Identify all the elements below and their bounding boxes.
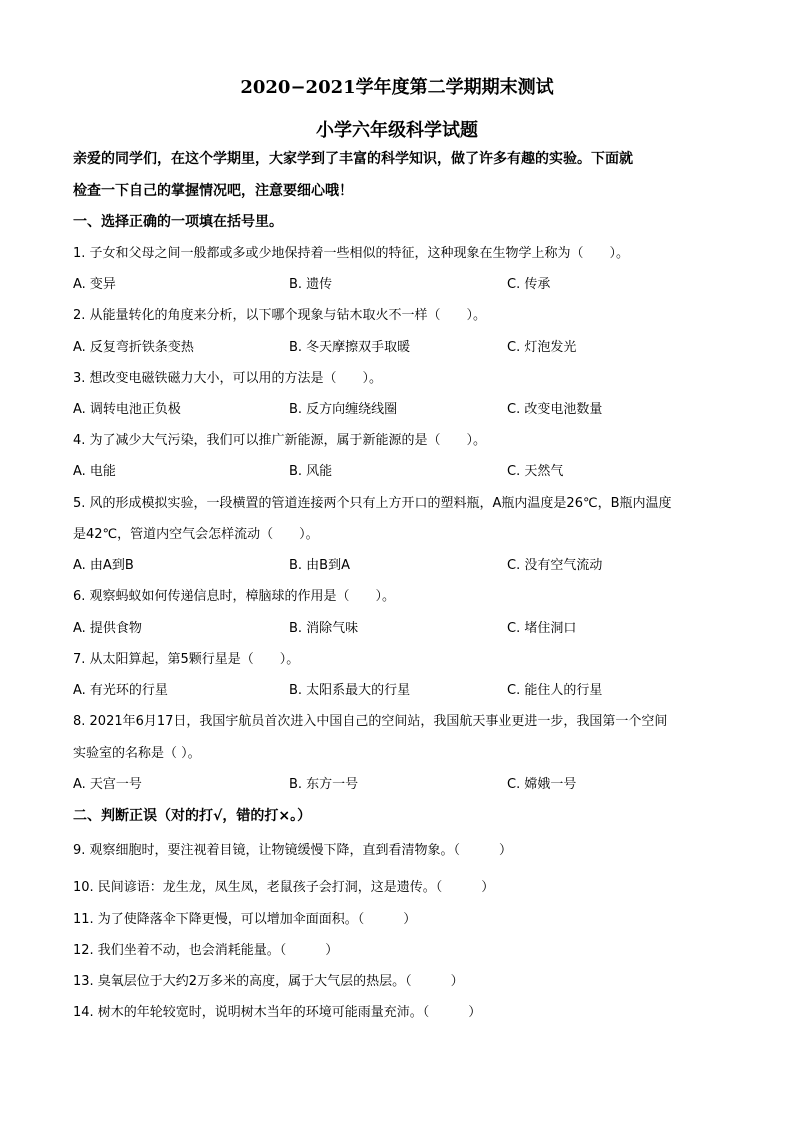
intro-line-2: 检查一下自己的掌握情况吧，注意要细心哦！ <box>73 183 353 199</box>
question-3-option-a: A. 调转电池正负极 <box>73 402 181 417</box>
question-1-option-a: A. 变异 <box>73 277 116 292</box>
section-1-heading: 一、选择正确的一项填在括号里。 <box>73 214 283 230</box>
question-2-option-b: B. 冬天摩擦双手取暖 <box>289 340 411 355</box>
question-7: 7. 从太阳算起，第5颗行星是（ ）。 <box>73 652 300 667</box>
intro-line-1: 亲爱的同学们，在这个学期里，大家学到了丰富的科学知识，做了许多有趣的实验。下面就 <box>73 151 633 167</box>
judgement-9: 9. 观察细胞时，要注视着目镜，让物镜缓慢下降，直到看清物象。（ ） <box>73 843 513 858</box>
question-2-option-c: C. 灯泡发光 <box>507 340 577 355</box>
question-3-option-c: C. 改变电池数量 <box>507 402 603 417</box>
question-8-option-c: C. 嫦娥一号 <box>507 777 577 792</box>
judgement-10: 10. 民间谚语：龙生龙，凤生凤，老鼠孩子会打洞，这是遗传。（ ） <box>73 880 495 895</box>
question-1-option-b: B. 遗传 <box>289 277 333 292</box>
judgement-12: 12. 我们坐着不动，也会消耗能量。（ ） <box>73 943 339 958</box>
question-6-option-b: B. 消除气味 <box>289 621 359 636</box>
page-subtitle: 小学六年级科学试题 <box>316 120 478 141</box>
question-1-option-c: C. 传承 <box>507 277 551 292</box>
question-5: 5. 风的形成模拟实验，一段横置的管道连接两个只有上方开口的塑料瓶，A瓶内温度是26℃，B瓶内温度 <box>73 496 672 511</box>
judgement-14: 14. 树木的年轮较宽时，说明树木当年的环境可能雨量充沛。（ ） <box>73 1005 482 1020</box>
question-6-option-c: C. 堵住洞口 <box>507 621 577 636</box>
question-8-option-b: B. 东方一号 <box>289 777 359 792</box>
question-7-option-a: A. 有光环的行星 <box>73 683 168 698</box>
question-3-option-b: B. 反方向缠绕线圈 <box>289 402 398 417</box>
judgement-13: 13. 臭氧层位于大约2万多米的高度，属于大气层的热层。（ ） <box>73 974 464 989</box>
question-2: 2. 从能量转化的角度来分析，以下哪个现象与钻木取火不一样（ ）。 <box>73 308 487 323</box>
question-5-option-c: C. 没有空气流动 <box>507 558 603 573</box>
question-6: 6. 观察蚂蚁如何传递信息时，樟脑球的作用是（ ）。 <box>73 589 396 604</box>
question-7-option-c: C. 能住人的行星 <box>507 683 603 698</box>
question-8: 8. 2021年6月17日，我国宇航员首次进入中国自己的空间站，我国航天事业更进一步，我国第一个空间 <box>73 714 668 729</box>
question-7-option-b: B. 太阳系最大的行星 <box>289 683 411 698</box>
question-8-option-a: A. 天宫一号 <box>73 777 142 792</box>
question-3: 3. 想改变电磁铁磁力大小，可以用的方法是（ ）。 <box>73 371 383 386</box>
question-5-continued: 是42℃，管道内空气会怎样流动（ ）。 <box>73 527 319 542</box>
question-4-option-a: A. 电能 <box>73 464 116 479</box>
question-4: 4. 为了减少大气污染，我们可以推广新能源，属于新能源的是（ ）。 <box>73 433 487 448</box>
question-4-option-b: B. 风能 <box>289 464 333 479</box>
question-4-option-c: C. 天然气 <box>507 464 564 479</box>
question-5-option-a: A. 由A到B <box>73 558 134 573</box>
section-2-heading: 二、判断正误（对的打√，错的打×。） <box>73 808 312 824</box>
question-2-option-a: A. 反复弯折铁条变热 <box>73 340 194 355</box>
question-8-continued: 实验室的名称是（ ）。 <box>73 746 201 761</box>
page-title: 2020−2021学年度第二学期期末测试 <box>240 77 554 98</box>
judgement-11: 11. 为了使降落伞下降更慢，可以增加伞面面积。（ ） <box>73 912 417 927</box>
question-6-option-a: A. 提供食物 <box>73 621 142 636</box>
question-5-option-b: B. 由B到A <box>289 558 350 573</box>
question-1: 1. 子女和父母之间一般都或多或少地保持着一些相似的特征，这种现象在生物学上称为（ ）。 <box>73 246 630 261</box>
